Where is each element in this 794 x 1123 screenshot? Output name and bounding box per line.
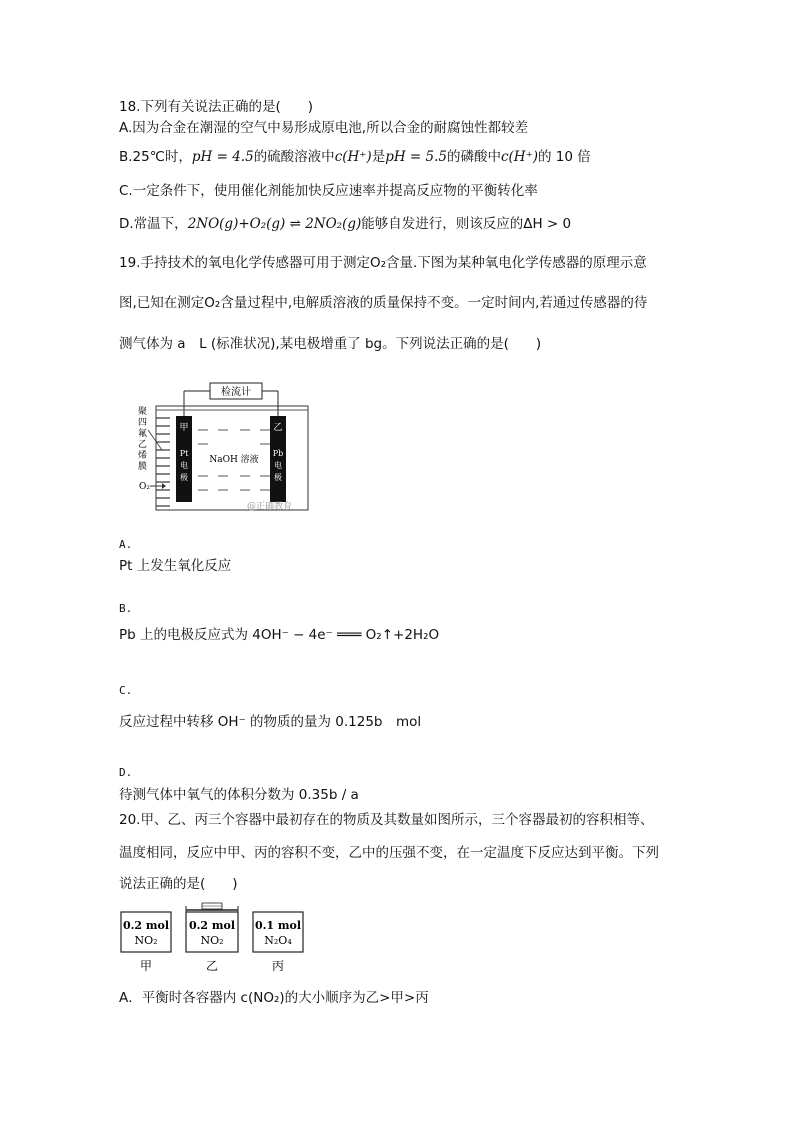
q19-option-b: Pb 上的电极反应式为 4OH⁻ − 4e⁻ ═══ O₂↑+2H₂O: [119, 627, 440, 643]
q18-option-c: C.一定条件下，使用催化剂能加快反应速率并提高反应物的平衡转化率: [119, 183, 538, 199]
q19-stem-line3: 测气体为 a L (标准状况),某电极增重了 bg。下列说法正确的是( ): [119, 336, 542, 352]
q20-option-a: A．平衡时各容器内 c(NO₂)的大小顺序为乙>甲>丙: [119, 990, 429, 1006]
right-electrode-line1: Pb: [272, 449, 284, 458]
left-electrode-line1: Pt: [179, 449, 189, 458]
q18-option-a: A.因为合金在潮湿的空气中易形成原电池,所以合金的耐腐蚀性都较差: [119, 120, 529, 136]
container-1-amount: 0.2 mol: [122, 919, 170, 932]
membrane-label-6: 膜: [138, 462, 148, 472]
q19-stem-line2: 图,已知在测定O₂含量过程中,电解质溶液的质量保持不变。一定时间内,若通过传感器的待: [119, 295, 648, 311]
meter-label: 检流计: [221, 387, 251, 398]
container-3-formula: N₂O₄: [264, 934, 292, 947]
container-1-label: 甲: [139, 959, 153, 973]
right-electrode-line3: 极: [274, 473, 282, 482]
right-electrode-line2: 电: [274, 461, 282, 470]
q19-option-d-label: D.: [119, 766, 133, 779]
solution-label: NaOH 溶液: [209, 455, 259, 465]
q19-option-c-label: C.: [119, 684, 133, 697]
container-1-formula: NO₂: [134, 934, 158, 947]
right-electrode-name: 乙: [273, 423, 283, 433]
q19-option-a: Pt 上发生氧化反应: [119, 558, 232, 574]
gas-label: O₂: [139, 482, 150, 492]
membrane-label-5: 烯: [138, 451, 148, 461]
membrane: [156, 418, 170, 506]
oxygen-sensor-diagram: [136, 378, 311, 516]
q19-option-c: 反应过程中转移 OH⁻ 的物质的量为 0.125b mol: [119, 714, 422, 730]
q18-option-d: D.常温下，2NO(g)+O₂(g) ⇌ 2NO₂(g)能够自发进行，则该反应的ΔH > 0: [119, 216, 572, 232]
q18-option-b: B.25℃时，pH = 4.5的硫酸溶液中c(H⁺)是pH = 5.5的磷酸中c(H⁺)的 10 倍: [119, 149, 591, 165]
q19-stem-line1: 19.手持技术的氧电化学传感器可用于测定O₂含量.下图为某种氧电化学传感器的原理示意: [119, 255, 647, 271]
membrane-label-2: 四: [138, 418, 148, 428]
q20-stem-line1: 20.甲、乙、丙三个容器中最初存在的物质及其数量如图所示，三个容器最初的容积相等、: [119, 812, 654, 828]
left-electrode-line2: 电: [180, 461, 188, 470]
q18-stem: 18.下列有关说法正确的是( ): [119, 99, 314, 115]
container-2-amount: 0.2 mol: [188, 919, 236, 932]
container-3-label: 丙: [271, 959, 285, 973]
container-2-label: 乙: [205, 959, 219, 973]
membrane-label-1: 聚: [138, 407, 148, 417]
q19-option-b-label: B.: [119, 602, 133, 615]
container-3-amount: 0.1 mol: [254, 919, 302, 932]
q20-stem-line3: 说法正确的是( ): [119, 876, 238, 892]
q19-option-d: 待测气体中氧气的体积分数为 0.35b / a: [119, 787, 359, 803]
q20-stem-line2: 温度相同，反应中甲、丙的容积不变，乙中的压强不变，在一定温度下反应达到平衡。下列: [119, 845, 659, 861]
left-electrode-line3: 极: [180, 473, 188, 482]
membrane-label-3: 氟: [138, 429, 148, 439]
containers-diagram: [118, 900, 313, 978]
membrane-label-4: 乙: [138, 440, 148, 450]
container-2-formula: NO₂: [200, 934, 224, 947]
watermark: @正确教育: [247, 502, 293, 512]
q19-option-a-label: A.: [119, 538, 133, 551]
left-electrode-name: 甲: [179, 423, 189, 433]
